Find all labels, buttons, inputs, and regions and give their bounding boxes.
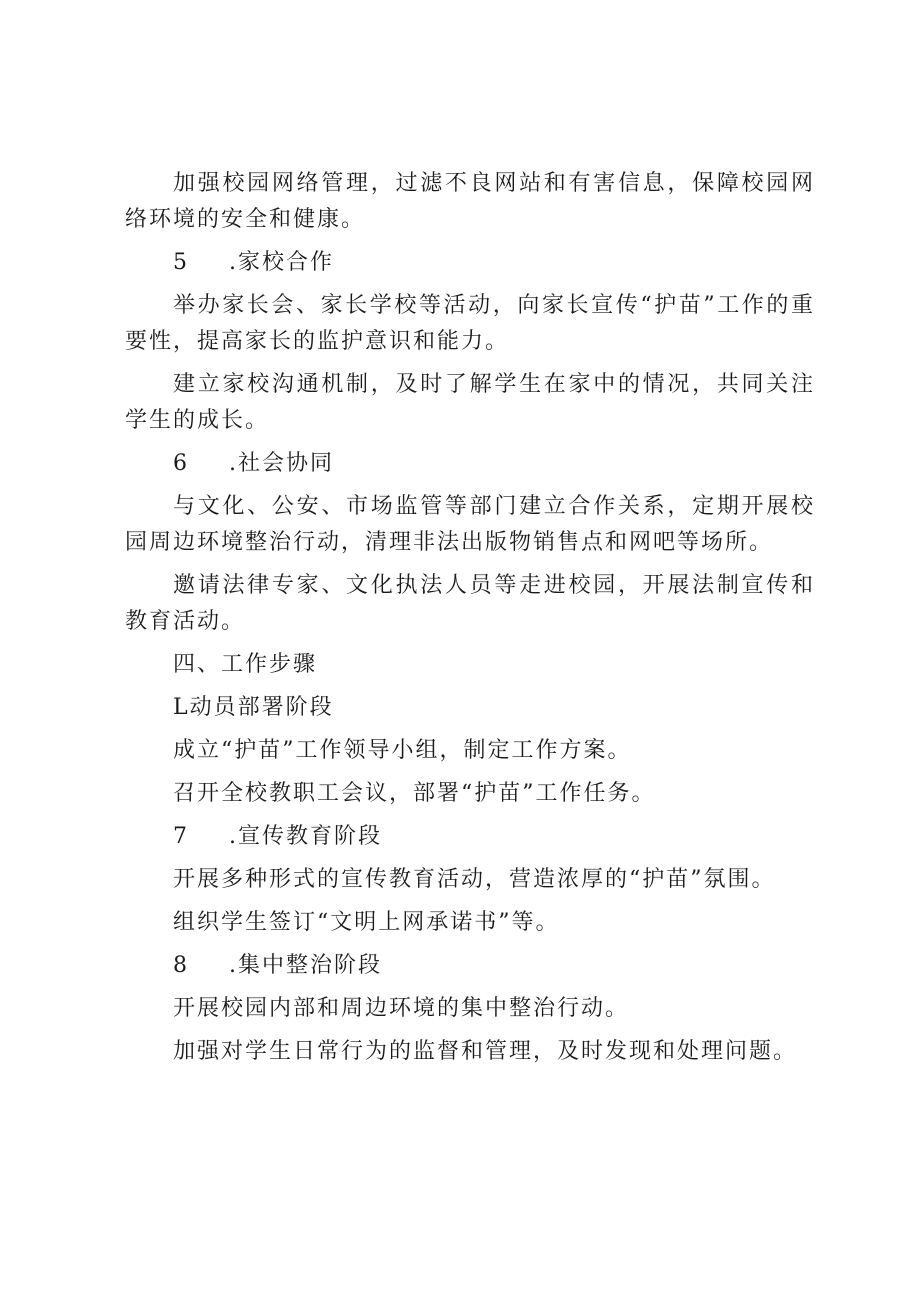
paragraph-staff-meeting: 召开全校教职工会议，部署“护苗”工作任务。 bbox=[173, 781, 656, 806]
section-heading-rectification-stage bbox=[125, 948, 815, 984]
paragraph-department-cooperation: 与文化、公安、市场监管等部门建立合作关系，定期开展校园周边环境整治行动，清理非法出版物销售点和网吧等场所。 bbox=[125, 494, 815, 555]
paragraph-legal-experts: 邀请法律专家、文化执法人员等走进校园，开展法制宣传和教育活动。 bbox=[125, 573, 815, 634]
document-body bbox=[125, 166, 815, 1077]
paragraph-leading-group: 成立“护苗”工作领导小组，制定工作方案。 bbox=[173, 738, 632, 763]
paragraph-parent-meetings: 举办家长会、家长学校等活动，向家长宣传“护苗”工作的重要性，提高家长的监护意识和能力。 bbox=[125, 293, 815, 354]
heading-mobilization-stage: L动员部署阶段 bbox=[173, 695, 334, 720]
section-title: .集中整治阶段 bbox=[229, 953, 382, 978]
section-title: .社会协同 bbox=[229, 451, 334, 476]
paragraph-rectification-action: 开展校园内部和周边环境的集中整治行动。 bbox=[173, 996, 630, 1021]
paragraph-pledge: 组织学生签订“文明上网承诺书”等。 bbox=[173, 910, 560, 935]
section-title: .家校合作 bbox=[229, 250, 334, 275]
section-number: 6 bbox=[173, 451, 189, 476]
paragraph-communication-mechanism: 建立家校沟通机制，及时了解学生在家中的情况，共同关注学生的成长。 bbox=[125, 372, 815, 433]
heading-work-steps: 四、工作步骤 bbox=[173, 652, 318, 677]
paragraph-network-management: 加强校园网络管理，过滤不良网站和有害信息，保障校园网络环境的安全和健康。 bbox=[125, 171, 815, 232]
paragraph-education-activities: 开展多种形式的宣传教育活动，营造浓厚的“护苗”氛围。 bbox=[173, 867, 776, 892]
section-number: 7 bbox=[173, 824, 189, 849]
section-number: 5 bbox=[173, 250, 189, 275]
section-heading-home-school bbox=[125, 245, 815, 281]
section-number: 8 bbox=[173, 953, 189, 978]
section-heading-education-stage bbox=[125, 819, 815, 855]
section-title: .宣传教育阶段 bbox=[229, 824, 382, 849]
paragraph-supervision: 加强对学生日常行为的监督和管理，及时发现和处理问题。 bbox=[173, 1039, 798, 1064]
section-heading-social-collaboration bbox=[125, 446, 815, 482]
